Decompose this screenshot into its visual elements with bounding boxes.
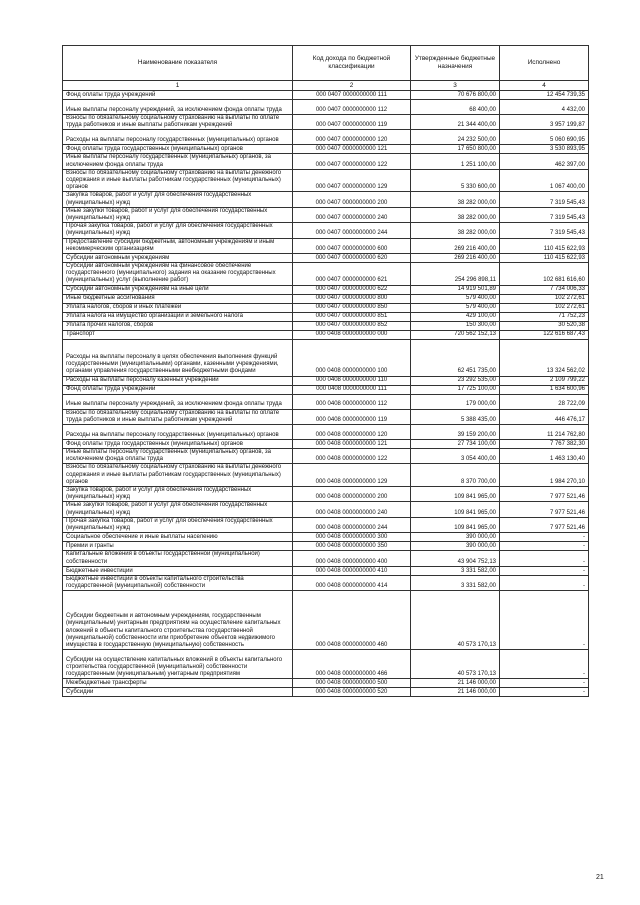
row-code: 000 0407 0000000000 600: [293, 238, 411, 253]
row-code: 000 0407 0000000000 121: [293, 145, 411, 154]
row-executed: 30 520,38: [500, 321, 589, 330]
row-executed: 102 681 616,60: [500, 263, 589, 286]
row-approved: 269 216 400,00: [411, 254, 500, 263]
row-executed: 110 415 622,93: [500, 254, 589, 263]
row-code: 000 0408 0000000000 300: [293, 533, 411, 542]
row-executed: 462 397,00: [500, 154, 589, 169]
row-approved: 43 904 752,13: [411, 551, 500, 566]
table-row: [63, 154, 589, 169]
header-income-code: Код дохода по бюджетной классификации: [293, 46, 411, 81]
row-approved: 390 000,00: [411, 533, 500, 542]
table-row: [63, 679, 589, 688]
budget-table: [62, 45, 589, 697]
row-approved: 179 000,00: [411, 394, 500, 409]
row-executed: 7 734 006,33: [500, 285, 589, 294]
row-name: Закупка товаров, работ и услуг для обеспечения государственных (муниципальных) нужд: [63, 487, 293, 502]
table-row: [63, 145, 589, 154]
row-approved: 5 388 435,00: [411, 409, 500, 424]
row-approved: 68 400,00: [411, 100, 500, 115]
row-executed: 3 957 199,87: [500, 115, 589, 130]
table-row: [63, 409, 589, 424]
row-code: 000 0408 0000000000 200: [293, 487, 411, 502]
row-approved: 3 054 400,00: [411, 449, 500, 464]
row-code: 000 0408 0000000000 119: [293, 409, 411, 424]
row-code: 000 0408 0000000000 121: [293, 440, 411, 449]
row-name: Взносы по обязательному социальному страхованию на выплаты по оплате труда работников и иные выплаты работникам учреждений: [63, 409, 293, 424]
row-approved: 38 282 000,00: [411, 207, 500, 222]
table-row: [63, 294, 589, 303]
row-name: Субсидии автономным учреждениям на финансовое обеспечение государственного (муниципального) задания на оказание государственных (муниципальных) услуг (выполнение работ): [63, 263, 293, 286]
row-name: Уплата прочих налогов, сборов: [63, 321, 293, 330]
row-name: Иные бюджетные ассигнования: [63, 294, 293, 303]
table-row: [63, 223, 589, 238]
table-row: [63, 207, 589, 222]
table-row: [63, 517, 589, 532]
row-name: Взносы по обязательному социальному страхованию на выплаты по оплате труда работников и иные выплаты работникам учреждений: [63, 115, 293, 130]
row-approved: 720 562 152,13: [411, 330, 500, 339]
row-approved: 21 344 400,00: [411, 115, 500, 130]
row-executed: 7 977 521,46: [500, 487, 589, 502]
row-code: 000 0408 0000000000 100: [293, 339, 411, 376]
row-code: 000 0408 0000000000 120: [293, 425, 411, 440]
row-approved: 38 282 000,00: [411, 192, 500, 207]
row-executed: -: [500, 679, 589, 688]
row-executed: 446 476,17: [500, 409, 589, 424]
row-executed: 2 109 799,22: [500, 376, 589, 385]
row-approved: 109 841 965,00: [411, 517, 500, 532]
row-name: Прочая закупка товаров, работ и услуг для обеспечения государственных (муниципальных) нужд: [63, 517, 293, 532]
table-row: [63, 115, 589, 130]
row-executed: 71 752,23: [500, 312, 589, 321]
row-executed: 7 977 521,46: [500, 502, 589, 517]
table-row: [63, 566, 589, 575]
row-executed: -: [500, 533, 589, 542]
row-name: Иные выплаты персоналу государственных (муниципальных) органов, за исключением фонда оплаты труда: [63, 449, 293, 464]
row-code: 000 0407 0000000000 622: [293, 285, 411, 294]
row-name: Фонд оплаты труда государственных (муниципальных) органов: [63, 440, 293, 449]
row-executed: 11 214 762,80: [500, 425, 589, 440]
row-code: 000 0408 0000000000 129: [293, 464, 411, 487]
row-executed: 102 272,61: [500, 303, 589, 312]
row-code: 000 0408 0000000000 111: [293, 385, 411, 394]
row-executed: 12 454 739,35: [500, 91, 589, 100]
row-name: Иные закупки товаров, работ и услуг для обеспечения государственных (муниципальных) нужд: [63, 502, 293, 517]
table-row: [63, 321, 589, 330]
row-approved: 21 146 000,00: [411, 688, 500, 697]
page-number: 21: [596, 874, 604, 881]
table-row: [63, 169, 589, 192]
row-approved: 27 734 100,00: [411, 440, 500, 449]
row-approved: 390 000,00: [411, 542, 500, 551]
row-code: 000 0407 0000000000 120: [293, 130, 411, 145]
row-name: Иные закупки товаров, работ и услуг для обеспечения государственных (муниципальных) нужд: [63, 207, 293, 222]
row-approved: 23 292 535,00: [411, 376, 500, 385]
row-name: Расходы на выплаты персоналу государственных (муниципальных) органов: [63, 425, 293, 440]
row-name: Фонд оплаты труда учреждений: [63, 385, 293, 394]
row-code: 000 0407 0000000000 852: [293, 321, 411, 330]
row-executed: 7 319 545,43: [500, 207, 589, 222]
row-code: 000 0407 0000000000 129: [293, 169, 411, 192]
table-row: [63, 591, 589, 650]
row-approved: 269 216 400,00: [411, 238, 500, 253]
row-executed: 102 272,61: [500, 294, 589, 303]
row-code: 000 0408 0000000000 112: [293, 394, 411, 409]
row-code: 000 0408 0000000000 414: [293, 575, 411, 590]
row-code: 000 0408 0000000000 500: [293, 679, 411, 688]
row-approved: 579 400,00: [411, 303, 500, 312]
row-approved: 17 650 800,00: [411, 145, 500, 154]
row-approved: 3 331 582,00: [411, 575, 500, 590]
row-name: Фонд оплаты труда государственных (муниципальных) органов: [63, 145, 293, 154]
row-approved: 39 159 200,00: [411, 425, 500, 440]
row-name: Взносы по обязательному социальному страхованию на выплаты денежного содержания и иные выплаты работникам государственных (муниципальных) органов: [63, 464, 293, 487]
row-executed: 7 319 545,43: [500, 223, 589, 238]
row-executed: 13 324 562,02: [500, 339, 589, 376]
table-row: [63, 425, 589, 440]
row-name: Иные выплаты персоналу учреждений, за исключением фонда оплаты труда: [63, 100, 293, 115]
row-executed: 4 432,00: [500, 100, 589, 115]
row-executed: 1 463 130,40: [500, 449, 589, 464]
table-row: [63, 238, 589, 253]
table-row: [63, 551, 589, 566]
row-code: 000 0408 0000000000 410: [293, 566, 411, 575]
row-code: 000 0407 0000000000 240: [293, 207, 411, 222]
table-row: [63, 487, 589, 502]
table-row: [63, 91, 589, 100]
row-approved: 5 330 600,00: [411, 169, 500, 192]
row-name: Уплата налога на имущество организаций и земельного налога: [63, 312, 293, 321]
header-indicator-name: Наименование показателя: [63, 46, 293, 81]
header-approved: Утвержденные бюджетные назначения: [411, 46, 500, 81]
row-approved: 70 676 800,00: [411, 91, 500, 100]
row-code: 000 0407 0000000000 851: [293, 312, 411, 321]
table-row: [63, 575, 589, 590]
row-executed: -: [500, 551, 589, 566]
row-approved: 109 841 965,00: [411, 487, 500, 502]
table-row: [63, 688, 589, 697]
row-approved: 1 251 100,00: [411, 154, 500, 169]
column-number-3: 3: [411, 81, 500, 91]
table-row: [63, 650, 589, 679]
row-code: 000 0407 0000000000 112: [293, 100, 411, 115]
row-executed: -: [500, 688, 589, 697]
column-number-1: 1: [63, 81, 293, 91]
row-approved: 62 451 735,00: [411, 339, 500, 376]
row-name: Расходы на выплаты персоналу государственных (муниципальных) органов: [63, 130, 293, 145]
budget-execution-sheet: [62, 45, 588, 697]
row-code: 000 0408 0000000000 122: [293, 449, 411, 464]
row-name: Премии и гранты: [63, 542, 293, 551]
row-approved: 17 725 100,00: [411, 385, 500, 394]
row-code: 000 0408 0000000000 240: [293, 502, 411, 517]
row-code: 000 0407 0000000000 111: [293, 91, 411, 100]
row-name: Взносы по обязательному социальному страхованию на выплаты денежного содержания и иные выплаты работникам государственных (муниципальных) органов: [63, 169, 293, 192]
row-name: Иные выплаты персоналу государственных (муниципальных) органов, за исключением фонда оплаты труда: [63, 154, 293, 169]
row-name: Межбюджетные трансферты: [63, 679, 293, 688]
row-code: 000 0407 0000000000 244: [293, 223, 411, 238]
row-code: 000 0407 0000000000 200: [293, 192, 411, 207]
table-row: [63, 254, 589, 263]
row-executed: 7 977 521,46: [500, 517, 589, 532]
row-name: Бюджетные инвестиции: [63, 566, 293, 575]
row-executed: 122 616 687,43: [500, 330, 589, 339]
row-executed: -: [500, 591, 589, 650]
table-row: [63, 285, 589, 294]
row-approved: 21 146 000,00: [411, 679, 500, 688]
table-row: [63, 192, 589, 207]
table-row: [63, 449, 589, 464]
row-executed: -: [500, 566, 589, 575]
row-executed: 110 415 622,93: [500, 238, 589, 253]
row-executed: -: [500, 575, 589, 590]
row-name: Расходы на выплаты персоналу казенных учреждений: [63, 376, 293, 385]
row-approved: 3 331 582,00: [411, 566, 500, 575]
row-name: Капитальные вложения в объекты государственной (муниципальной) собственности: [63, 551, 293, 566]
row-approved: 429 100,00: [411, 312, 500, 321]
table-row: [63, 303, 589, 312]
row-executed: 1 067 400,00: [500, 169, 589, 192]
header-executed: Исполнено: [500, 46, 589, 81]
row-code: 000 0407 0000000000 122: [293, 154, 411, 169]
row-name: Предоставление субсидий бюджетным, автономным учреждениям и иным некоммерческим организациям: [63, 238, 293, 253]
row-code: 000 0407 0000000000 119: [293, 115, 411, 130]
table-header: [63, 46, 589, 91]
table-row: [63, 330, 589, 339]
row-executed: 5 060 690,95: [500, 130, 589, 145]
row-name: Уплата налогов, сборов и иных платежей: [63, 303, 293, 312]
table-row: [63, 263, 589, 286]
row-name: Бюджетные инвестиции в объекты капитального строительства государственной (муниципальной) собственности: [63, 575, 293, 590]
row-approved: 40 573 170,13: [411, 591, 500, 650]
row-code: 000 0407 0000000000 850: [293, 303, 411, 312]
row-executed: 3 530 893,95: [500, 145, 589, 154]
row-approved: 24 232 500,00: [411, 130, 500, 145]
row-name: Субсидии автономным учреждениям на иные цели: [63, 285, 293, 294]
row-code: 000 0408 0000000000 110: [293, 376, 411, 385]
row-name: Субсидии: [63, 688, 293, 697]
row-approved: 254 296 898,11: [411, 263, 500, 286]
row-approved: 109 841 965,00: [411, 502, 500, 517]
row-name: Расходы на выплаты персоналу в целях обеспечения выполнения функций государственными (муниципальными) органами, казенными учреждениями, органами управления государственными внебюджетными фондами: [63, 339, 293, 376]
table-row: [63, 394, 589, 409]
row-name: Прочая закупка товаров, работ и услуг для обеспечения государственных (муниципальных) нужд: [63, 223, 293, 238]
table-row: [63, 376, 589, 385]
table-row: [63, 339, 589, 376]
row-code: 000 0408 0000000000 400: [293, 551, 411, 566]
table-row: [63, 100, 589, 115]
column-number-4: 4: [500, 81, 589, 91]
row-code: 000 0407 0000000000 620: [293, 254, 411, 263]
row-name: Иные выплаты персоналу учреждений, за исключением фонда оплаты труда: [63, 394, 293, 409]
row-name: Закупка товаров, работ и услуг для обеспечения государственных (муниципальных) нужд: [63, 192, 293, 207]
row-executed: 7 319 545,43: [500, 192, 589, 207]
row-executed: 1 984 270,10: [500, 464, 589, 487]
table-row: [63, 533, 589, 542]
row-name: Субсидии бюджетным и автономным учреждениям, государственным (муниципальным) унитарным предприятиям на осуществление капитальных вложений в объекты капитального строительства государственной (муниципальной) собственности или приобретение объектов недвижимого имущества в государственную (муниципальную) собственность: [63, 591, 293, 650]
row-name: Субсидии автономным учреждениям: [63, 254, 293, 263]
row-executed: 1 634 600,96: [500, 385, 589, 394]
row-approved: 8 370 700,00: [411, 464, 500, 487]
row-name: Социальное обеспечение и иные выплаты населению: [63, 533, 293, 542]
row-approved: 14 919 501,89: [411, 285, 500, 294]
row-executed: 7 767 382,30: [500, 440, 589, 449]
table-row: [63, 464, 589, 487]
row-code: 000 0408 0000000000 244: [293, 517, 411, 532]
column-number-2: 2: [293, 81, 411, 91]
table-row: [63, 542, 589, 551]
row-code: 000 0407 0000000000 800: [293, 294, 411, 303]
row-executed: -: [500, 650, 589, 679]
row-code: 000 0407 0000000000 621: [293, 263, 411, 286]
row-code: 000 0408 0000000000 466: [293, 650, 411, 679]
table-body: [63, 91, 589, 697]
row-approved: 150 300,00: [411, 321, 500, 330]
row-name: Фонд оплаты труда учреждений: [63, 91, 293, 100]
row-code: 000 0408 0000000000 520: [293, 688, 411, 697]
row-executed: -: [500, 542, 589, 551]
row-name: Транспорт: [63, 330, 293, 339]
table-row: [63, 502, 589, 517]
row-approved: 40 573 170,13: [411, 650, 500, 679]
row-approved: 38 282 000,00: [411, 223, 500, 238]
row-code: 000 0408 0000000000 460: [293, 591, 411, 650]
table-row: [63, 440, 589, 449]
row-code: 000 0408 0000000000 000: [293, 330, 411, 339]
row-approved: 579 400,00: [411, 294, 500, 303]
table-row: [63, 312, 589, 321]
row-code: 000 0408 0000000000 350: [293, 542, 411, 551]
row-executed: 28 722,09: [500, 394, 589, 409]
row-name: Субсидии на осуществление капитальных вложений в объекты капитального строительства государственной (муниципальной) собственности государственным (муниципальным) унитарным предприятиям: [63, 650, 293, 679]
table-row: [63, 385, 589, 394]
table-row: [63, 130, 589, 145]
